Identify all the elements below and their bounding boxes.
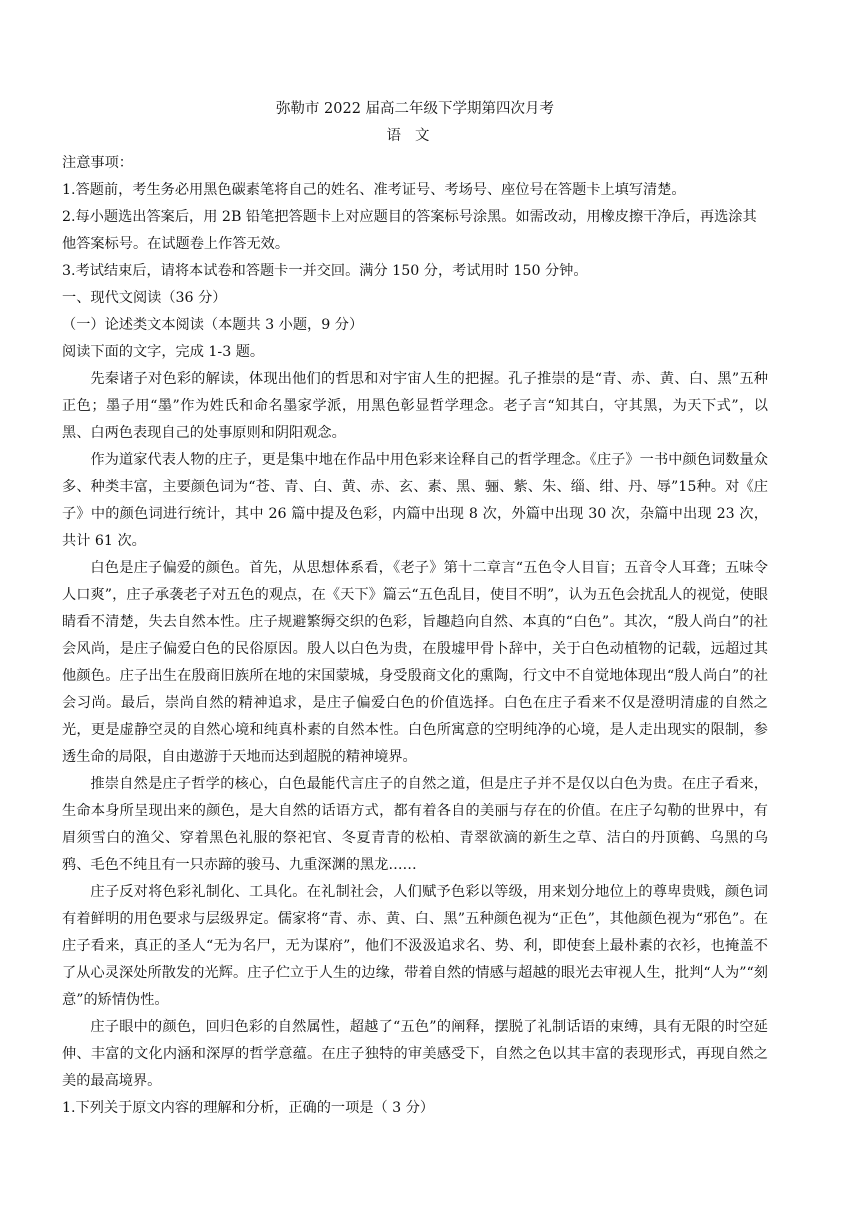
- notice-item-1: 1.答题前，考生务必用黑色碳素笔将自己的姓名、准考证号、考场号、座位号在答题卡上填写清楚。: [62, 182, 686, 198]
- notice-heading: 注意事项：: [62, 155, 133, 171]
- subject-title: 语文: [386, 128, 444, 144]
- notice-item-3: 3.考试结束后，请将本试卷和答题卡一并交回。满分 150 分，考试用时 150 分钟。: [62, 263, 588, 279]
- reading-instruction: 阅读下面的文字，完成 1-3 题。: [62, 344, 265, 360]
- exam-title: 弥勒市 2022 届高二年级下学期第四次月考: [275, 101, 555, 117]
- passage-paragraph-4: 推崇自然是庄子哲学的核心，白色最能代言庄子的自然之道，但是庄子并不是仅以白色为贵。在庄子看来，生命本身所呈现出来的颜色，是大自然的话语方式，都有着各自的美丽与存在的价值。在庄子勾勒的世界中，有眉须雪白的渔父、穿着黑色礼服的祭祀官、冬夏青青的松柏、青翠欲滴的新生之草、洁白的丹顶鹤、乌黑的乌鸦、毛色不纯且有一只赤蹄的骏马、九重深渊的黑龙……: [62, 776, 768, 873]
- passage-paragraph-3: 白色是庄子偏爱的颜色。首先，从思想体系看，《老子》第十二章言“五色令人目盲；五音令人耳聋；五味令人口爽”，庄子承袭老子对五色的观点，在《天下》篇云“五色乱目，使目不明”，认为五色会扰乱人的视觉，使眼睛看不清楚，失去自然本性。庄子规避繁缛交织的色彩，旨趣趋向自然、本真的“白色”。其次，“殷人尚白”的社会风尚，是庄子偏爱白色的民俗原因。殷人以白色为贵，在殷墟甲骨卜辞中，关于白色动植物的记载，远超过其他颜色。庄子出生在殷商旧族所在地的宋国蒙城，身受殷商文化的熏陶，行文中不自觉地体现出“殷人尚白”的社会习尚。最后，崇尚自然的精神追求，是庄子偏爱白色的价值选择。白色在庄子看来不仅是澄明清虚的自然之光，更是虚静空灵的自然心境和纯真朴素的自然本性。白色所寓意的空明纯净的心境，是人走出现实的限制，参透生命的局限，自由遨游于天地而达到超脱的精神境界。: [62, 560, 768, 765]
- section-subheading: （一）论述类文本阅读（本题共 3 小题，9 分）: [62, 317, 364, 333]
- passage-paragraph-5: 庄子反对将色彩礼制化、工具化。在礼制社会，人们赋予色彩以等级，用来划分地位上的尊卑贵贱，颜色词有着鲜明的用色要求与层级界定。儒家将“青、赤、黄、白、黑”五种颜色视为“正色”，其他颜色视为“邪色”。在庄子看来，真正的圣人“无为名尸，无为谋府”，他们不汲汲追求名、势、利，即使套上最朴素的衣衫，也掩盖不了从心灵深处所散发的光辉。庄子伫立于人生的边缘，带着自然的情感与超越的眼光去审视人生，批判“人为”“刻意”的矫情伪性。: [62, 884, 768, 1008]
- question-1: 1.下列关于原文内容的理解和分析，正确的一项是（ 3 分）: [62, 1100, 435, 1116]
- passage-paragraph-1: 先秦诸子对色彩的解读，体现出他们的哲思和对宇宙人生的把握。孔子推崇的是“青、赤、黄、白、黑”五种正色；墨子用“墨”作为姓氏和命名墨家学派，用黑色彰显哲学理念。老子言“知其白，守其黑，为天下式”，以黑、白两色表现自己的处事原则和阴阳观念。: [62, 371, 768, 441]
- section-heading: 一、现代文阅读（36 分）: [62, 290, 227, 306]
- passage-paragraph-6: 庄子眼中的颜色，回归色彩的自然属性，超越了“五色”的阐释，摆脱了礼制话语的束缚，具有无限的时空延伸、丰富的文化内涵和深厚的哲学意蕴。在庄子独特的审美感受下，自然之色以其丰富的表现形式，再现自然之美的最高境界。: [62, 1019, 768, 1089]
- passage-paragraph-2: 作为道家代表人物的庄子，更是集中地在作品中用色彩来诠释自己的哲学理念。《庄子》一书中颜色词数量众多、种类丰富，主要颜色词为“苍、青、白、黄、赤、玄、素、黑、骊、紫、朱、缁、绀、丹、辱”15种。对《庄子》中的颜色词进行统计，其中 26 篇中提及色彩，内篇中出现 8 次，外篇中出现 30 次，杂篇中出现 23 次，共计 61 次。: [62, 452, 768, 549]
- notice-item-2: 2.每小题选出答案后，用 2B 铅笔把答题卡上对应题目的答案标号涂黑。如需改动，用橡皮擦干净后，再选涂其他答案标号。在试题卷上作答无效。: [62, 209, 757, 252]
